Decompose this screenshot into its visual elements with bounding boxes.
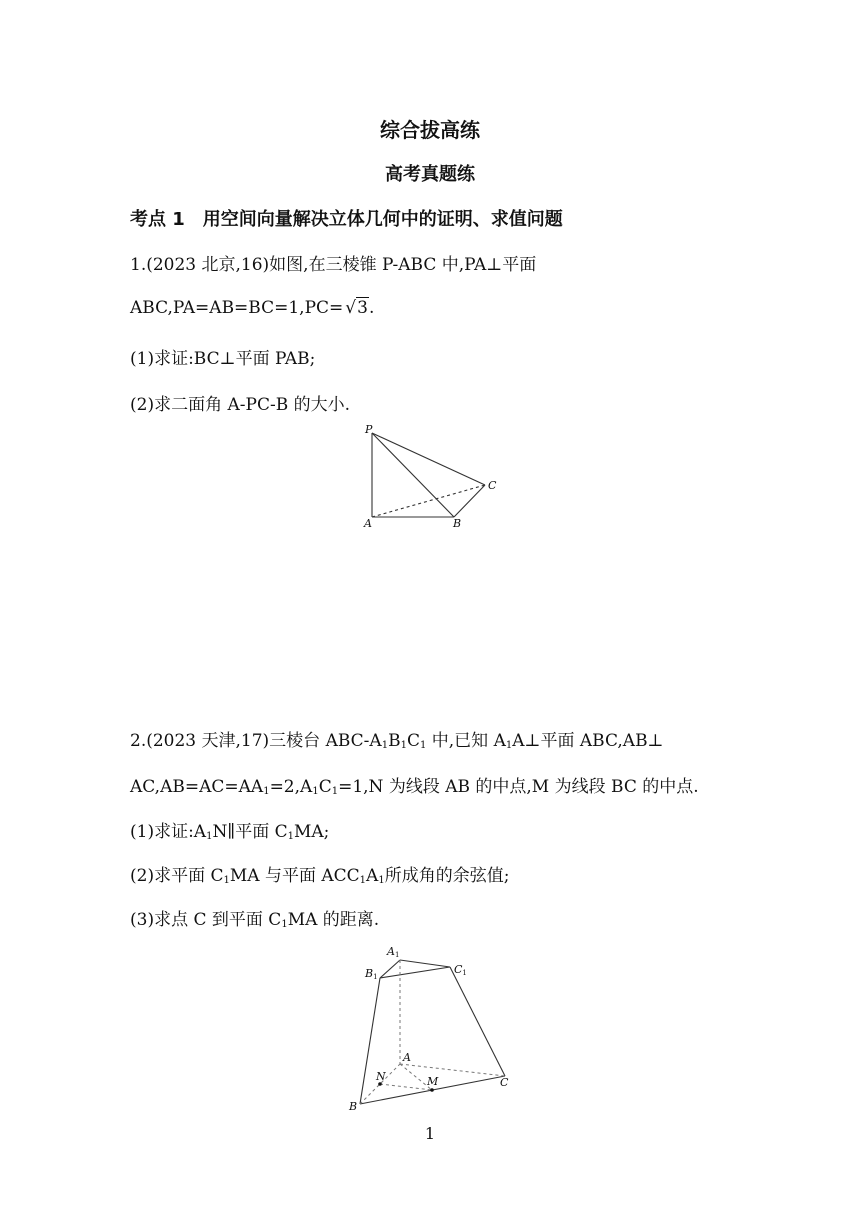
edge-BC: [454, 485, 485, 517]
q2-part1-a: (1)求证:A: [130, 822, 207, 842]
label-B: B: [453, 517, 462, 530]
q2-line2-c: C: [318, 777, 332, 797]
q1-part2: (2)求二面角 A-PC-B 的大小.: [130, 395, 350, 415]
edge-AC-hidden: [372, 485, 485, 517]
q2-line1: [130, 726, 664, 751]
edge-AC-hidden: [400, 1064, 505, 1076]
sqrt-radicand: 3: [357, 298, 368, 318]
label-A1: A1: [387, 945, 400, 959]
q1-figure: [355, 420, 515, 535]
q2-line1-a: 2.(2023 天津,17)三棱台 ABC-A: [130, 731, 382, 751]
q2-line1-d: 中,已知 A: [426, 731, 506, 751]
q2-line1-s4: 1: [505, 740, 513, 751]
q2-part3: [130, 905, 379, 930]
label-A: A: [364, 517, 372, 530]
point-M: [430, 1088, 434, 1092]
edge-B1B: [360, 978, 380, 1104]
q2-figure: [340, 940, 530, 1120]
q2-line1-e: A⊥平面 ABC,AB⊥: [512, 731, 664, 751]
label-M: M: [427, 1075, 439, 1088]
q2-part2-s2: 1: [359, 875, 367, 886]
label-B: B: [349, 1100, 358, 1113]
label-P: P: [365, 423, 373, 436]
page-title: 综合拔高练: [380, 118, 480, 142]
q2-part3-s1: 1: [281, 919, 288, 930]
q2-part1-s2: 1: [287, 831, 294, 842]
edge-PC: [372, 433, 485, 485]
q2-part1-s1: 1: [206, 831, 213, 842]
q2-part2-d: 所成角的余弦值;: [384, 866, 510, 886]
label-C1: C1: [454, 963, 467, 977]
edge-A1C1: [400, 960, 450, 967]
segment-NM-hidden: [380, 1084, 432, 1090]
label-C: C: [488, 479, 497, 492]
q1-line2-post: .: [368, 298, 375, 318]
label-N: N: [376, 1070, 386, 1083]
sqrt-symbol: √3: [345, 298, 368, 318]
q2-line2-s2: 1: [312, 786, 319, 797]
q2-part3-b: MA 的距离.: [287, 910, 380, 930]
q2-part2: [130, 861, 509, 886]
q1-part1: (1)求证:BC⊥平面 PAB;: [130, 349, 316, 369]
edge-C1C: [450, 967, 505, 1076]
label-A: A: [403, 1051, 411, 1064]
q2-line2-s1: 1: [263, 786, 270, 797]
label-B1: B1: [365, 967, 378, 981]
q1-line2: [130, 298, 374, 318]
section-heading: 考点 1 用空间向量解决立体几何中的证明、求值问题: [130, 209, 563, 230]
edge-PB: [372, 433, 454, 517]
q2-part2-b: MA 与平面 ACC: [229, 866, 360, 886]
q2-line2: [130, 772, 699, 797]
q2-part2-c: A: [366, 866, 379, 886]
q2-line1-c: C: [406, 731, 420, 751]
q2-line2-d: =1,N 为线段 AB 的中点,M 为线段 BC 的中点.: [338, 777, 699, 797]
q2-part2-a: (2)求平面 C: [130, 866, 224, 886]
q2-line2-a: AC,AB=AC=AA: [130, 777, 264, 797]
q2-part3-a: (3)求点 C 到平面 C: [130, 910, 282, 930]
q2-line1-b: B: [388, 731, 401, 751]
q2-line2-b: =2,A: [269, 777, 313, 797]
q1-line1: 1.(2023 北京,16)如图,在三棱锥 P-ABC 中,PA⊥平面: [130, 255, 537, 275]
label-C: C: [500, 1076, 509, 1089]
q2-part1: [130, 817, 329, 842]
q2-part2-s3: 1: [378, 875, 385, 886]
q2-part1-b: N∥平面 C: [212, 822, 288, 842]
q1-line2-pre: ABC,PA=AB=BC=1,PC=: [130, 298, 344, 318]
q2-line1-s2: 1: [400, 740, 407, 751]
q2-line1-s3: 1: [419, 740, 427, 751]
page-number: 1: [424, 1124, 436, 1143]
page-subtitle: 高考真题练: [385, 164, 475, 185]
q2-line1-s1: 1: [381, 740, 389, 751]
q2-part2-s1: 1: [223, 875, 230, 886]
q2-part1-c: MA;: [293, 822, 330, 842]
q2-line2-s3: 1: [331, 786, 339, 797]
